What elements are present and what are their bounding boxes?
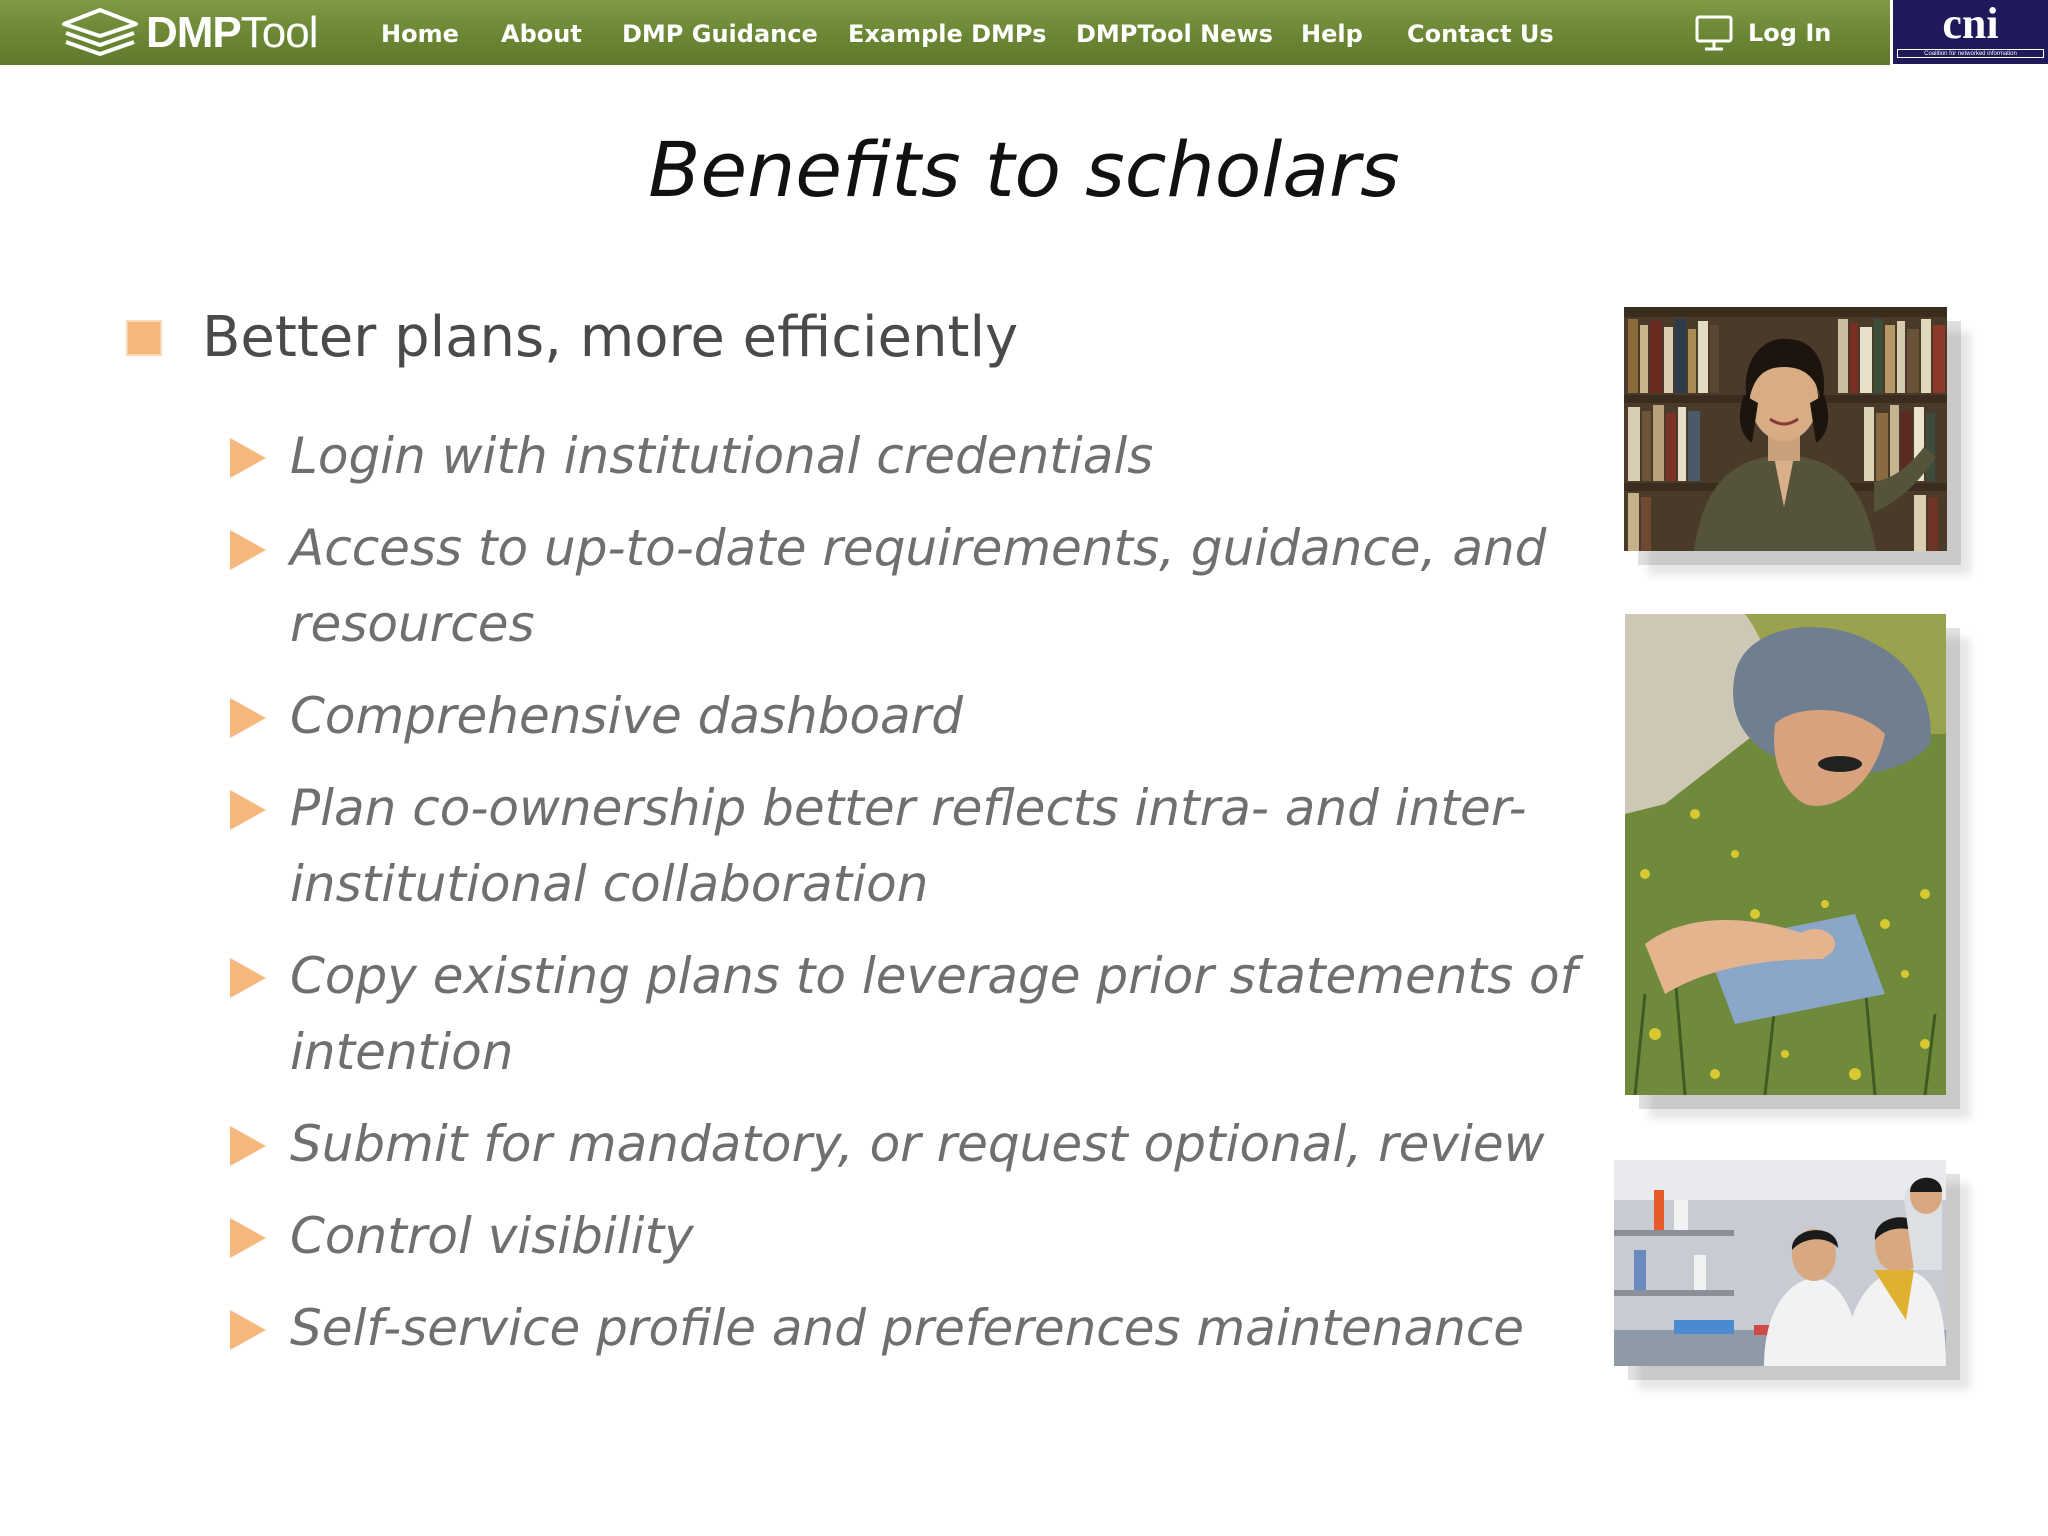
sub-bullet-list [228, 418, 1588, 1382]
sub-bullet-item [228, 938, 1588, 1090]
sub-bullet-item [228, 770, 1588, 922]
sub-bullet-item [228, 1290, 1588, 1366]
sub-bullet-item [228, 678, 1588, 754]
monitor-icon [1694, 13, 1734, 53]
triangle-bullet-icon [230, 1310, 266, 1350]
sub-bullet-text: Login with institutional credentials [290, 427, 1154, 485]
cni-tagline: Coalition for networked information [1897, 49, 2044, 58]
sub-bullet-text: Plan co-ownership better reflects intra- and inter-institutional collaboration [290, 779, 1527, 913]
stacked-layers-icon [60, 6, 140, 60]
laboratory-photo [1614, 1160, 1946, 1366]
triangle-bullet-icon [230, 530, 266, 570]
square-bullet-icon [126, 320, 162, 356]
logo-text: DMPTool [146, 8, 318, 57]
cni-logo[interactable] [1893, 0, 2048, 64]
nav-about[interactable]: About [501, 20, 582, 48]
nav-help[interactable]: Help [1301, 20, 1363, 48]
sub-bullet-item [228, 418, 1588, 494]
login-label: Log In [1748, 18, 1832, 47]
triangle-bullet-icon [230, 1218, 266, 1258]
sub-bullet-text: Submit for mandatory, or request optional, review [290, 1115, 1545, 1173]
triangle-bullet-icon [230, 958, 266, 998]
nav-home[interactable]: Home [381, 20, 459, 48]
field-research-photo [1625, 614, 1946, 1095]
triangle-bullet-icon [230, 790, 266, 830]
sub-bullet-text: Self-service profile and preferences maintenance [290, 1299, 1525, 1357]
triangle-bullet-icon [230, 698, 266, 738]
main-bullet [126, 305, 1018, 370]
login-button[interactable] [1694, 0, 1831, 65]
sub-bullet-text: Copy existing plans to leverage prior statements of intention [290, 947, 1578, 1081]
dmptool-logo[interactable] [60, 6, 318, 60]
nav-example-dmps[interactable]: Example DMPs [848, 20, 1047, 48]
top-navbar [0, 0, 1890, 65]
triangle-bullet-icon [230, 438, 266, 478]
cni-logo-text: cni [1942, 0, 1999, 48]
slide-title: Benefits to scholars [648, 125, 1400, 214]
nav-contact-us[interactable]: Contact Us [1407, 20, 1554, 48]
main-bullet-text: Better plans, more efficiently [202, 305, 1019, 370]
sub-bullet-text: Control visibility [290, 1207, 694, 1265]
nav-dmptool-news[interactable]: DMPTool News [1076, 20, 1273, 48]
sub-bullet-item [228, 510, 1588, 662]
sub-bullet-item [228, 1198, 1588, 1274]
sub-bullet-item [228, 1106, 1588, 1182]
nav-dmp-guidance[interactable]: DMP Guidance [622, 20, 818, 48]
sub-bullet-text: Access to up-to-date requirements, guidance, and resources [290, 519, 1547, 653]
scholar-library-photo [1624, 307, 1947, 551]
triangle-bullet-icon [230, 1126, 266, 1166]
sub-bullet-text: Comprehensive dashboard [290, 687, 963, 745]
